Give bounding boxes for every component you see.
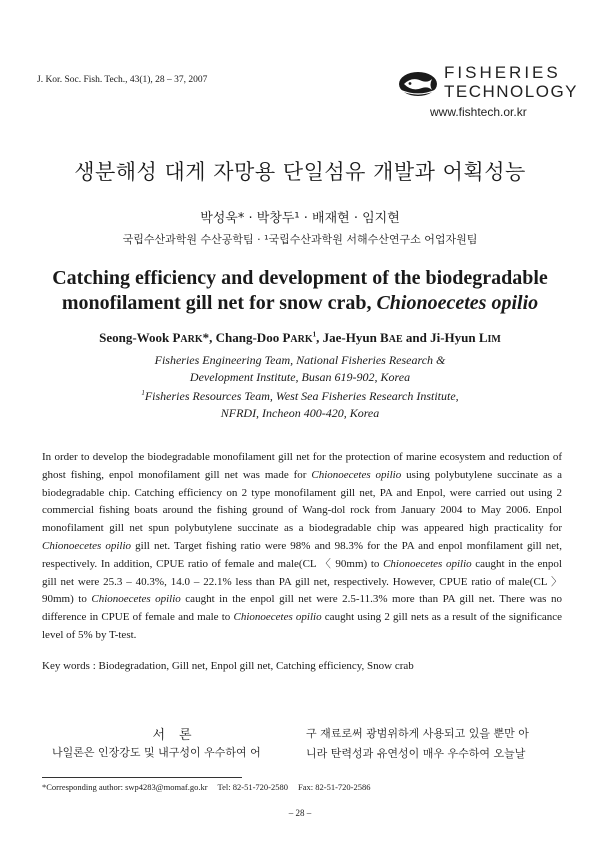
korean-affiliation: 국립수산과학원 수산공학팀 · ¹국립수산과학원 서해수산연구소 어업자원팀 [122,233,478,246]
korean-title: 생분해성 대게 자망용 단일섬유 개발과 어획성능 [74,160,526,184]
korean-authors: 박성욱* · 박창두¹ · 배재현 · 임지현 [200,211,400,226]
journal-logo [398,64,578,126]
english-authors: Seong-Wook PARK*, Chang-Doo PARK$^1$, Jae-Hyun BAE and Ji-Hyun LIM [99,330,501,345]
journal-reference: J. Kor. Soc. Fish. Tech., 43(1), 28 – 37, 2007 [37,75,208,85]
phone-number: Tel: 82-51-720-2580 [217,782,288,792]
body-column-right [306,724,558,764]
affiliation-2-line2: NFRDI, Incheon 400-420, Korea [220,405,380,420]
english-title-line2: monofilament gill net for snow crab, Chionoecetes opilio [61,292,539,314]
footnote-divider [42,777,242,778]
english-title [0,266,600,316]
keywords: Key words : Biodegradation, Gill net, Enpol gill net, Catching efficiency, Snow crab [42,660,414,672]
species-name: Chionoecetes opilio [376,292,539,314]
english-affiliations [0,352,600,421]
corresponding-author: *Corresponding author: swp4283@momaf.go.kr [42,782,208,792]
logo-text-technology: TECHNOLOGY [444,82,579,101]
affiliation-1-line1: Fisheries Engineering Team, National Fisheries Research & [154,353,446,367]
body-column-left [52,724,292,763]
logo-text-fisheries: FISHERIES [444,63,561,82]
abstract: In order to develop the biodegradable monofilament gill net for the protection of marine ecosystem and reduction of ghost fishing, enpol monofilament gill net was made for Chionoecetes opilio using polybutylene succinate as a biodegradable chip. Catching efficiency on 2 type monofilament gill net, PA and Enpol, were carried out using 2 commercial fishing boats around the fishing ground of Wang-dol rock from January 2004 to May 2006. Enpol monofilament gill net spun polybutylene succinate as a biodegradable chip was appeared high practicality for Chionoecetes opilio gill net. Target fishing ratio were 98% and 98.3% for the PA and enpol monfilament gill net, respectively. In addition, CPUE ratio of female and male(CL 〈 90mm) to Chionoecetes opilio caught in the enpol gill net were 25.3 – 40.3%, 14.0 – 22.1% less than PA gill net, respectively. However, CPUE ratio of male(CL 〉 90mm) to Chionoecetes opilio caught in the enpol gill net were 2.5-11.3% more than PA gill net. There was no difference in CPUE of female and male to Chionoecetes opilio caught using 2 gill nets as a result of the significance level of 5% by T-test. [42,451,562,641]
fish-emblem-icon [398,68,438,98]
body-text-line: 나일론은 인장강도 및 내구성이 우수하여 어 [52,746,261,759]
body-text-line: 니라 탄력성과 유연성이 매우 우수하여 오늘날 [306,747,526,760]
affiliation-1-line2: Development Institute, Busan 619-902, Korea [189,369,411,384]
english-title-line1: Catching efficiency and development of the biodegradable [52,267,548,289]
fax-number: Fax: 82-51-720-2586 [298,782,371,792]
body-text-line: 구 재료로써 광범위하게 사용되고 있을 뿐만 아 [306,727,529,740]
affiliation-2-line1: $^1$Fisheries Resources Team, West Sea Fisheries Research Institute, [141,389,459,403]
footnote [42,782,370,792]
journal-website: www.fishtech.or.kr [430,105,527,119]
section-heading-introduction: 서론 [152,728,206,743]
page-number: – 28 – [288,808,312,818]
